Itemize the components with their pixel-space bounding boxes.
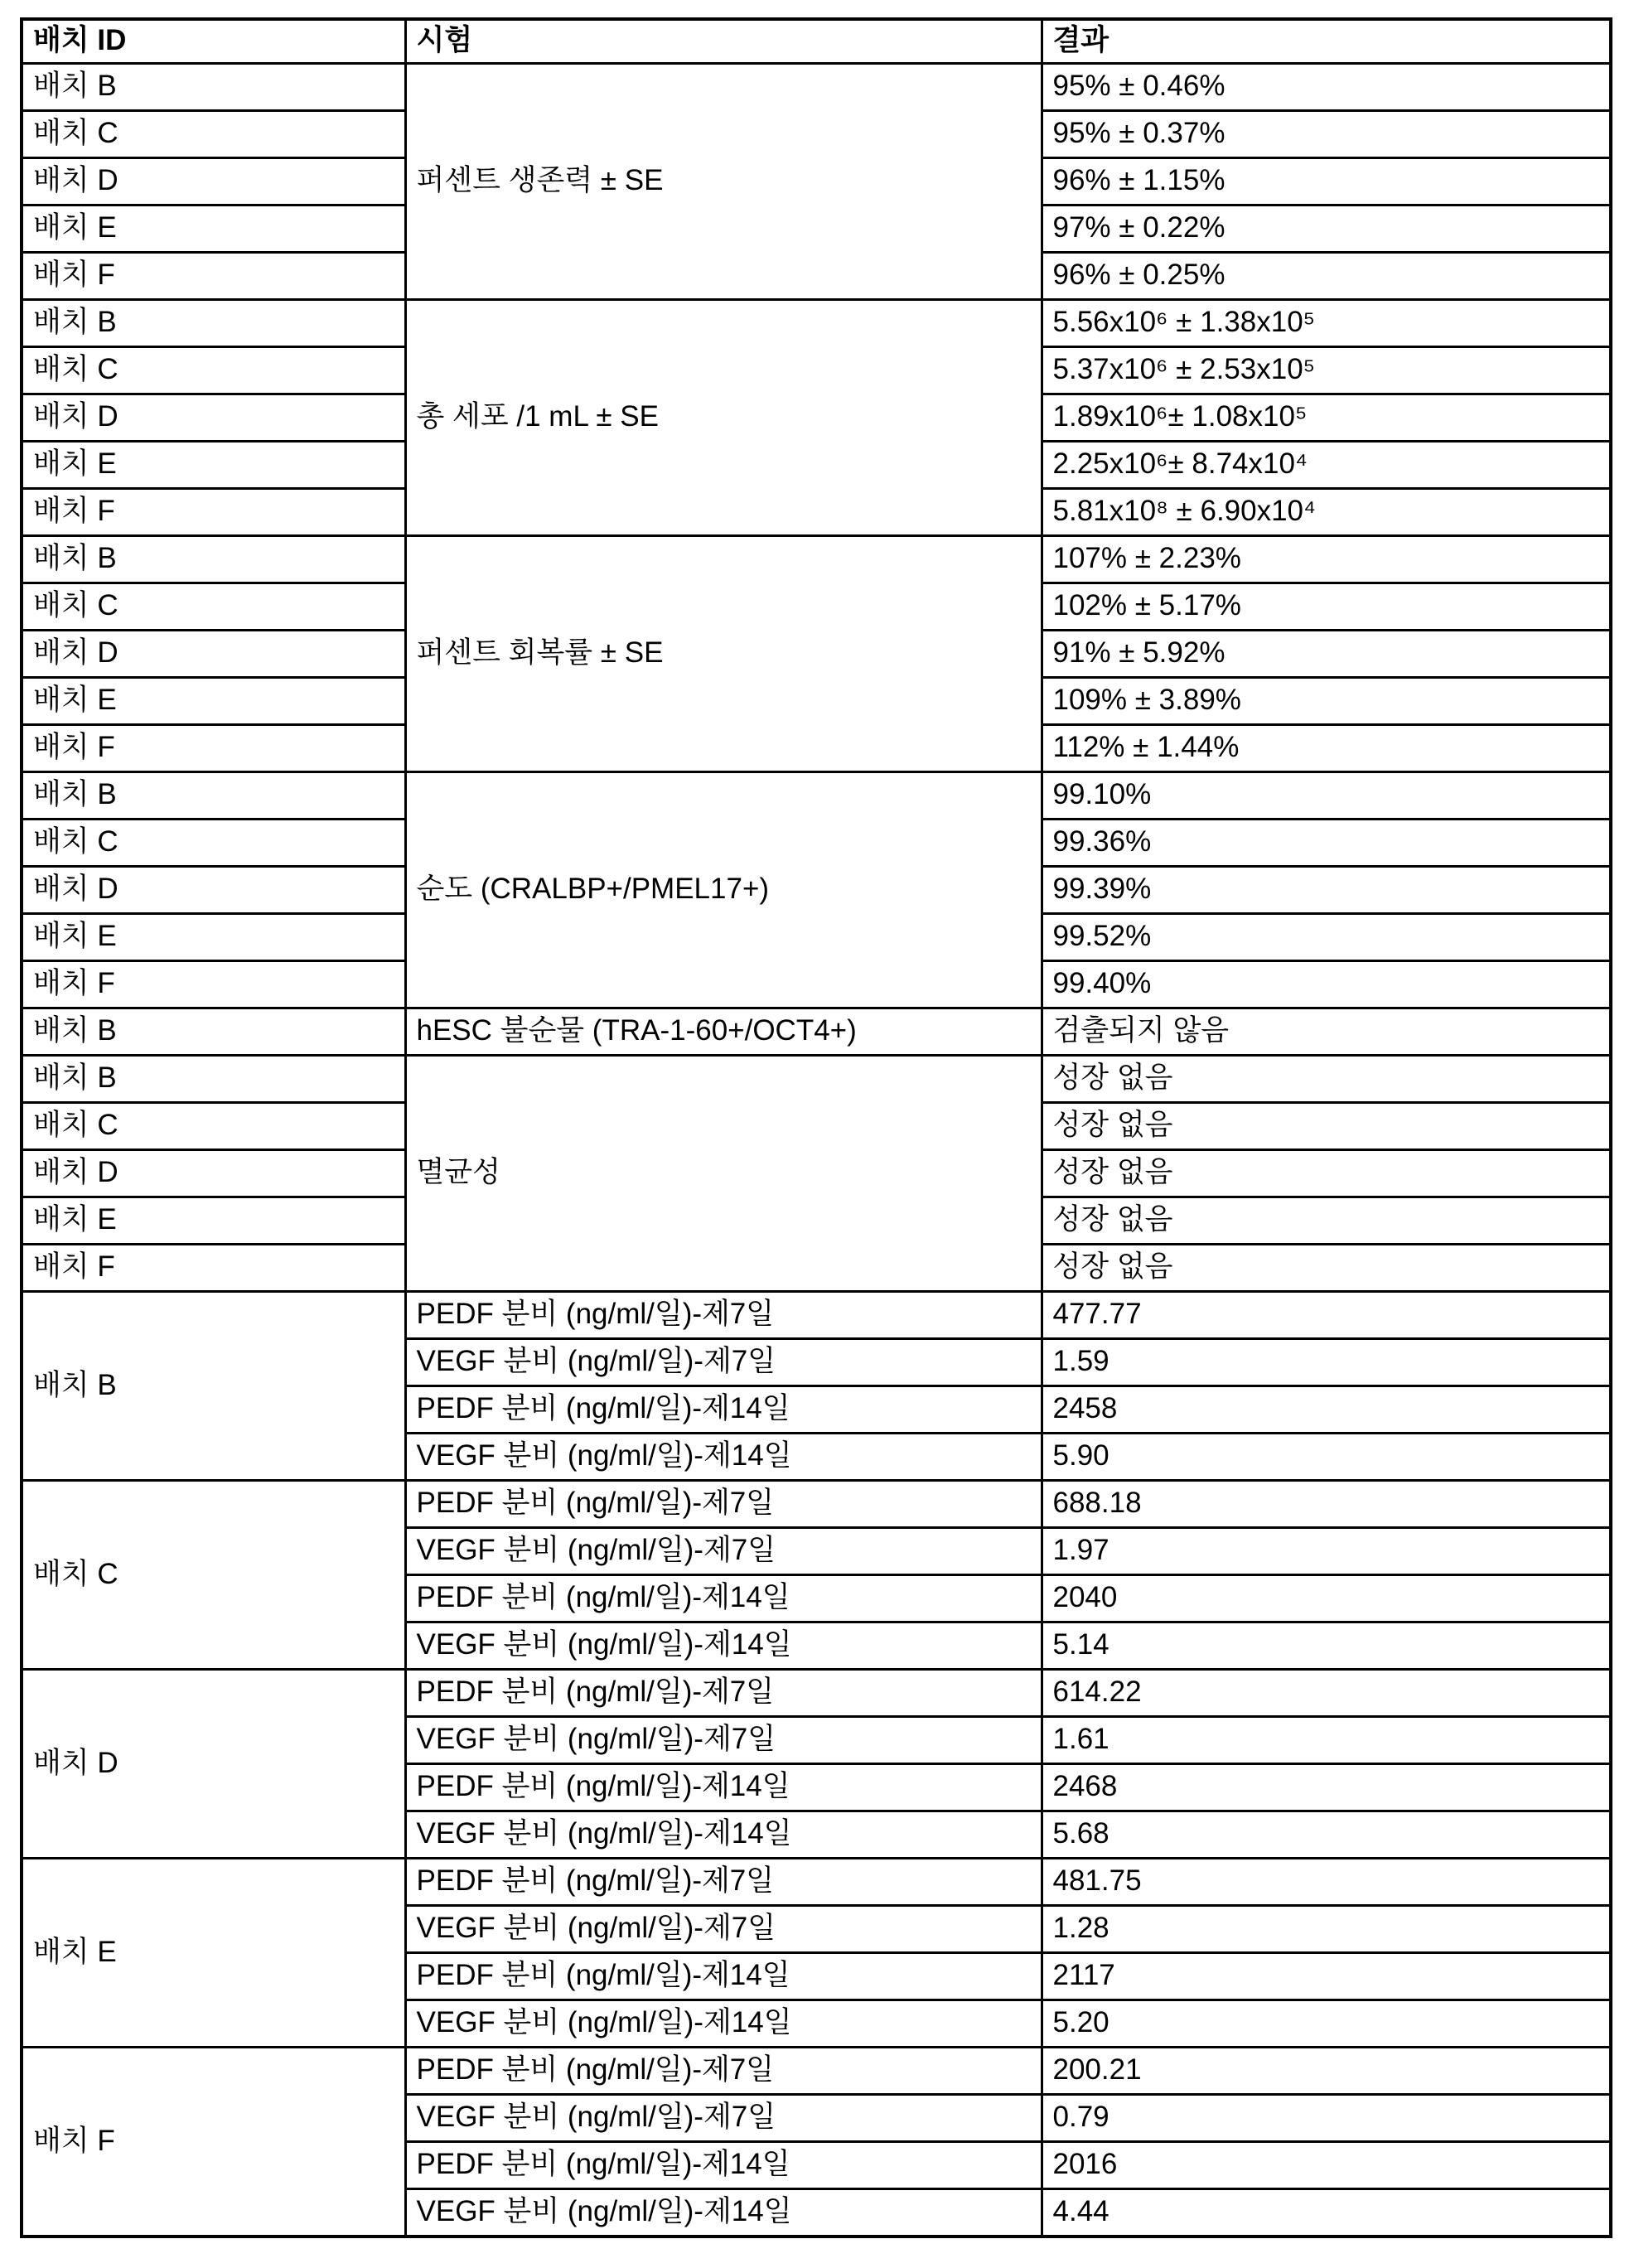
- batch-id-cell: 배치 F: [22, 2048, 405, 2237]
- header-row: [22, 19, 1611, 64]
- batch-id-cell: 배치 B: [22, 772, 405, 820]
- batch-id-cell: 배치 C: [22, 1103, 405, 1150]
- batch-id-cell: 배치 C: [22, 583, 405, 631]
- result-cell: 109% ± 3.89%: [1042, 678, 1611, 725]
- test-cell: VEGF 분비 (ng/ml/일)-제7일: [405, 1528, 1042, 1575]
- table-row: [22, 300, 1611, 347]
- batch-id-cell: 배치 F: [22, 961, 405, 1008]
- test-cell: PEDF 분비 (ng/ml/일)-제7일: [405, 1481, 1042, 1528]
- result-cell: 107% ± 2.23%: [1042, 536, 1611, 583]
- batch-id-cell: 배치 E: [22, 1859, 405, 2048]
- test-cell: VEGF 분비 (ng/ml/일)-제7일: [405, 1906, 1042, 1953]
- test-cell: PEDF 분비 (ng/ml/일)-제14일: [405, 1386, 1042, 1434]
- test-cell: VEGF 분비 (ng/ml/일)-제7일: [405, 2095, 1042, 2142]
- result-cell: 2.25x10⁶± 8.74x10⁴: [1042, 442, 1611, 489]
- result-cell: 112% ± 1.44%: [1042, 725, 1611, 772]
- batch-id-cell: 배치 D: [22, 867, 405, 914]
- result-cell: 성장 없음: [1042, 1197, 1611, 1245]
- test-cell: PEDF 분비 (ng/ml/일)-제14일: [405, 1953, 1042, 2000]
- test-cell: PEDF 분비 (ng/ml/일)-제7일: [405, 1670, 1042, 1717]
- result-cell: 5.20: [1042, 2000, 1611, 2048]
- header-test: 시험: [405, 19, 1042, 64]
- batch-id-cell: 배치 E: [22, 1197, 405, 1245]
- test-cell: 멸균성: [405, 1056, 1042, 1292]
- result-cell: 5.14: [1042, 1622, 1611, 1670]
- table-row: [22, 1056, 1611, 1103]
- result-cell: 614.22: [1042, 1670, 1611, 1717]
- table-row: [22, 1670, 1611, 1717]
- result-cell: 96% ± 0.25%: [1042, 253, 1611, 300]
- batch-id-cell: 배치 C: [22, 111, 405, 158]
- result-cell: 99.36%: [1042, 820, 1611, 867]
- result-cell: 1.89x10⁶± 1.08x10⁵: [1042, 394, 1611, 442]
- table-body: [22, 64, 1611, 2237]
- result-cell: 91% ± 5.92%: [1042, 631, 1611, 678]
- test-cell: VEGF 분비 (ng/ml/일)-제14일: [405, 1434, 1042, 1481]
- table-row: [22, 1481, 1611, 1528]
- batch-id-cell: 배치 F: [22, 489, 405, 536]
- result-cell: 99.39%: [1042, 867, 1611, 914]
- result-cell: 0.79: [1042, 2095, 1611, 2142]
- result-cell: 1.28: [1042, 1906, 1611, 1953]
- table-row: [22, 772, 1611, 820]
- test-cell: VEGF 분비 (ng/ml/일)-제7일: [405, 1339, 1042, 1386]
- batch-results-table: [20, 17, 1612, 2238]
- result-cell: 99.40%: [1042, 961, 1611, 1008]
- result-cell: 102% ± 5.17%: [1042, 583, 1611, 631]
- result-cell: 99.10%: [1042, 772, 1611, 820]
- batch-id-cell: 배치 E: [22, 678, 405, 725]
- batch-id-cell: 배치 D: [22, 1670, 405, 1859]
- result-cell: 1.59: [1042, 1339, 1611, 1386]
- result-cell: 5.56x10⁶ ± 1.38x10⁵: [1042, 300, 1611, 347]
- result-cell: 5.81x10⁸ ± 6.90x10⁴: [1042, 489, 1611, 536]
- test-cell: PEDF 분비 (ng/ml/일)-제7일: [405, 1859, 1042, 1906]
- result-cell: 477.77: [1042, 1292, 1611, 1339]
- result-cell: 200.21: [1042, 2048, 1611, 2095]
- result-cell: 95% ± 0.37%: [1042, 111, 1611, 158]
- test-cell: 총 세포 /1 mL ± SE: [405, 300, 1042, 536]
- test-cell: PEDF 분비 (ng/ml/일)-제14일: [405, 1764, 1042, 1811]
- result-cell: 검출되지 않음: [1042, 1008, 1611, 1056]
- test-cell: 퍼센트 생존력 ± SE: [405, 64, 1042, 300]
- test-cell: PEDF 분비 (ng/ml/일)-제7일: [405, 2048, 1042, 2095]
- batch-id-cell: 배치 F: [22, 1245, 405, 1292]
- batch-id-cell: 배치 D: [22, 1150, 405, 1197]
- table-row: [22, 536, 1611, 583]
- test-cell: 순도 (CRALBP+/PMEL17+): [405, 772, 1042, 1008]
- header-batch-id: 배치 ID: [22, 19, 405, 64]
- batch-id-cell: 배치 C: [22, 1481, 405, 1670]
- header-result: 결과: [1042, 19, 1611, 64]
- result-cell: 1.97: [1042, 1528, 1611, 1575]
- table-row: [22, 2048, 1611, 2095]
- result-cell: 5.90: [1042, 1434, 1611, 1481]
- table-row: [22, 1292, 1611, 1339]
- result-cell: 2458: [1042, 1386, 1611, 1434]
- test-cell: VEGF 분비 (ng/ml/일)-제14일: [405, 1622, 1042, 1670]
- test-cell: 퍼센트 회복률 ± SE: [405, 536, 1042, 772]
- batch-id-cell: 배치 F: [22, 725, 405, 772]
- result-cell: 688.18: [1042, 1481, 1611, 1528]
- test-cell: hESC 불순물 (TRA-1-60+/OCT4+): [405, 1008, 1042, 1056]
- result-cell: 5.68: [1042, 1811, 1611, 1859]
- result-cell: 성장 없음: [1042, 1103, 1611, 1150]
- batch-id-cell: 배치 B: [22, 536, 405, 583]
- test-cell: PEDF 분비 (ng/ml/일)-제7일: [405, 1292, 1042, 1339]
- table-row: [22, 64, 1611, 111]
- result-cell: 96% ± 1.15%: [1042, 158, 1611, 206]
- batch-id-cell: 배치 E: [22, 442, 405, 489]
- result-cell: 481.75: [1042, 1859, 1611, 1906]
- batch-id-cell: 배치 F: [22, 253, 405, 300]
- result-cell: 97% ± 0.22%: [1042, 206, 1611, 253]
- test-cell: VEGF 분비 (ng/ml/일)-제7일: [405, 1717, 1042, 1764]
- result-cell: 2117: [1042, 1953, 1611, 2000]
- batch-id-cell: 배치 D: [22, 158, 405, 206]
- batch-id-cell: 배치 B: [22, 1008, 405, 1056]
- batch-id-cell: 배치 D: [22, 394, 405, 442]
- test-cell: PEDF 분비 (ng/ml/일)-제14일: [405, 1575, 1042, 1622]
- result-cell: 성장 없음: [1042, 1245, 1611, 1292]
- batch-id-cell: 배치 E: [22, 914, 405, 961]
- batch-id-cell: 배치 B: [22, 1056, 405, 1103]
- result-cell: 2016: [1042, 2142, 1611, 2189]
- result-cell: 99.52%: [1042, 914, 1611, 961]
- test-cell: VEGF 분비 (ng/ml/일)-제14일: [405, 2189, 1042, 2237]
- test-cell: PEDF 분비 (ng/ml/일)-제14일: [405, 2142, 1042, 2189]
- result-cell: 4.44: [1042, 2189, 1611, 2237]
- batch-id-cell: 배치 B: [22, 64, 405, 111]
- batch-id-cell: 배치 B: [22, 1292, 405, 1481]
- test-cell: VEGF 분비 (ng/ml/일)-제14일: [405, 1811, 1042, 1859]
- batch-id-cell: 배치 D: [22, 631, 405, 678]
- batch-id-cell: 배치 B: [22, 300, 405, 347]
- table-row: [22, 1008, 1611, 1056]
- result-cell: 95% ± 0.46%: [1042, 64, 1611, 111]
- table-row: [22, 1859, 1611, 1906]
- result-cell: 2040: [1042, 1575, 1611, 1622]
- result-cell: 2468: [1042, 1764, 1611, 1811]
- batch-id-cell: 배치 C: [22, 347, 405, 394]
- result-cell: 5.37x10⁶ ± 2.53x10⁵: [1042, 347, 1611, 394]
- result-cell: 성장 없음: [1042, 1150, 1611, 1197]
- result-cell: 1.61: [1042, 1717, 1611, 1764]
- batch-id-cell: 배치 E: [22, 206, 405, 253]
- batch-id-cell: 배치 C: [22, 820, 405, 867]
- result-cell: 성장 없음: [1042, 1056, 1611, 1103]
- test-cell: VEGF 분비 (ng/ml/일)-제14일: [405, 2000, 1042, 2048]
